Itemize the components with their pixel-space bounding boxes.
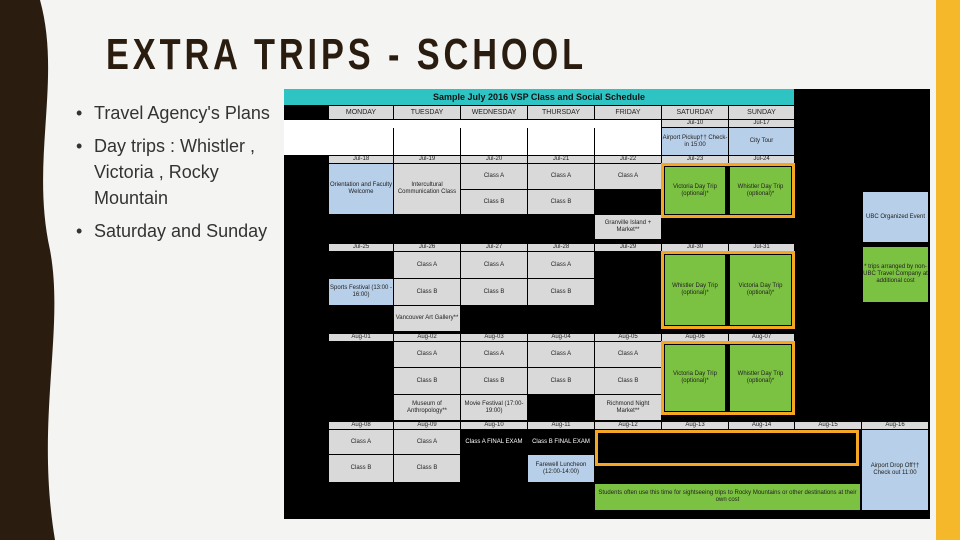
cell [329,120,661,128]
event-cell: UBC Organized Event [863,192,928,242]
class-cell: Class B [528,368,594,394]
date-cell: Jul-18 [329,156,393,163]
note-cell: Students often use this time for sightseeing trips to Rocky Mountains or other destinations at their own cost [595,484,860,510]
class-cell: Class B [394,279,460,305]
bullet-item: • Day trips : Whistler , Victoria , Rocky Mountain [72,133,287,211]
event-cell: City Tour [729,128,794,155]
day-header: SUNDAY [729,106,794,119]
date-cell: Aug-08 [329,422,393,429]
class-cell: Class B [528,279,594,305]
class-cell: Class B [329,455,393,482]
date-cell: Aug-09 [394,422,460,429]
date-cell: Aug-13 [662,422,728,429]
highlight-box [595,430,859,466]
bullet-list [72,100,287,251]
decorative-wave-bar [0,0,62,540]
exam-cell: Class A FINAL EXAM [461,430,527,454]
day-header: FRIDAY [595,106,661,119]
date-cell: Aug-14 [729,422,794,429]
class-cell: Class B [461,368,527,394]
event-cell: Movie Festival (17:00-19:00) [461,395,527,420]
date-cell: Aug-10 [461,422,527,429]
trip-cell: Victoria Day Trip (optional)* [665,345,725,411]
event-cell: Airport Pickup†† Check-in 15:00 [662,128,728,155]
class-cell: Class B [461,190,527,214]
day-header: SATURDAY [662,106,728,119]
class-cell: Class A [394,342,460,367]
date-cell: Jul-31 [729,244,794,251]
event-cell: Farewell Luncheon (12:00-14:00) [528,455,594,482]
schedule-image [284,89,930,519]
class-cell: Class A [528,164,594,189]
class-cell: Class A [461,342,527,367]
cell [284,128,329,155]
date-cell: Jul-23 [662,156,728,163]
class-cell: Class B [595,368,661,394]
bullet-item: • Saturday and Sunday [72,218,287,244]
trip-cell: Whistler Day Trip (optional)* [730,167,791,214]
cell [394,128,460,155]
class-cell: Class A [394,252,460,278]
day-header: MONDAY [329,106,393,119]
class-cell: Class A [329,430,393,454]
day-header: TUESDAY [394,106,460,119]
date-cell: Aug-04 [528,334,594,341]
accent-bar [936,0,960,540]
date-cell: Aug-05 [595,334,661,341]
date-cell: Jul-29 [595,244,661,251]
date-cell: Jul-19 [394,156,460,163]
schedule-title: Sample July 2016 VSP Class and Social Schedule [284,89,794,105]
cell [595,128,661,155]
date-cell: Jul-20 [461,156,527,163]
highlight-box [661,163,795,218]
class-cell: Class B [394,455,460,482]
date-cell: Jul-22 [595,156,661,163]
trip-cell: Whistler Day Trip (optional)* [665,255,725,325]
date-cell: Aug-06 [662,334,728,341]
date-cell: Aug-01 [329,334,393,341]
date-cell: Jul-28 [528,244,594,251]
event-cell: Richmond Night Market** [595,395,661,420]
class-cell: Class A [461,252,527,278]
date-cell: Jul-27 [461,244,527,251]
class-cell: Class A [595,164,661,189]
exam-cell: Class B FINAL EXAM [528,430,594,454]
trip-cell: Whistler Day Trip (optional)* [730,345,791,411]
day-header: THURSDAY [528,106,594,119]
cell [284,120,329,128]
date-cell: Aug-02 [394,334,460,341]
date-cell: Jul-24 [729,156,794,163]
class-cell: Class B [461,279,527,305]
event-cell: Airport Drop Off†† Check out 11:00 [862,430,928,510]
date-cell: Aug-11 [528,422,594,429]
day-header: WEDNESDAY [461,106,527,119]
note-cell: * trips arranged by non-UBC Travel Company at additional cost [863,247,928,302]
cell [461,128,527,155]
date-cell: Jul-30 [662,244,728,251]
date-cell: Jul-21 [528,156,594,163]
class-cell: Class A [595,342,661,367]
class-cell: Class A [528,252,594,278]
date-cell: Jul-10 [662,120,728,127]
cell [329,128,393,155]
date-cell: Aug-15 [795,422,861,429]
date-cell: Jul-26 [394,244,460,251]
event-cell: Sports Festival (13:00 - 16:00) [329,279,393,305]
event-cell: Museum of Anthropology** [394,395,460,420]
date-cell: Aug-12 [595,422,661,429]
date-cell: Jul-17 [729,120,794,127]
class-cell: Class A [528,342,594,367]
trip-cell: Victoria Day Trip (optional)* [665,167,725,214]
date-cell: Aug-16 [862,422,928,429]
event-cell: Vancouver Art Gallery** [394,306,460,331]
class-cell: Class A [394,430,460,454]
trip-cell: Victoria Day Trip (optional)* [730,255,791,325]
class-cell: Class A [461,164,527,189]
event-cell: Intercultural Communication Class [394,164,460,214]
highlight-box [661,341,795,415]
class-cell: Class B [528,190,594,214]
event-cell: Orientation and Faculty Welcome [329,164,393,214]
class-cell: Class B [394,368,460,394]
event-cell: Granville Island + Market** [595,215,661,239]
date-cell: Jul-25 [329,244,393,251]
date-cell: Aug-07 [729,334,794,341]
highlight-box [661,251,795,329]
slide-title: EXTRA TRIPS - SCHOOL [106,30,587,79]
bullet-item: • Travel Agency's Plans [72,100,287,126]
date-cell: Aug-03 [461,334,527,341]
cell [528,128,594,155]
